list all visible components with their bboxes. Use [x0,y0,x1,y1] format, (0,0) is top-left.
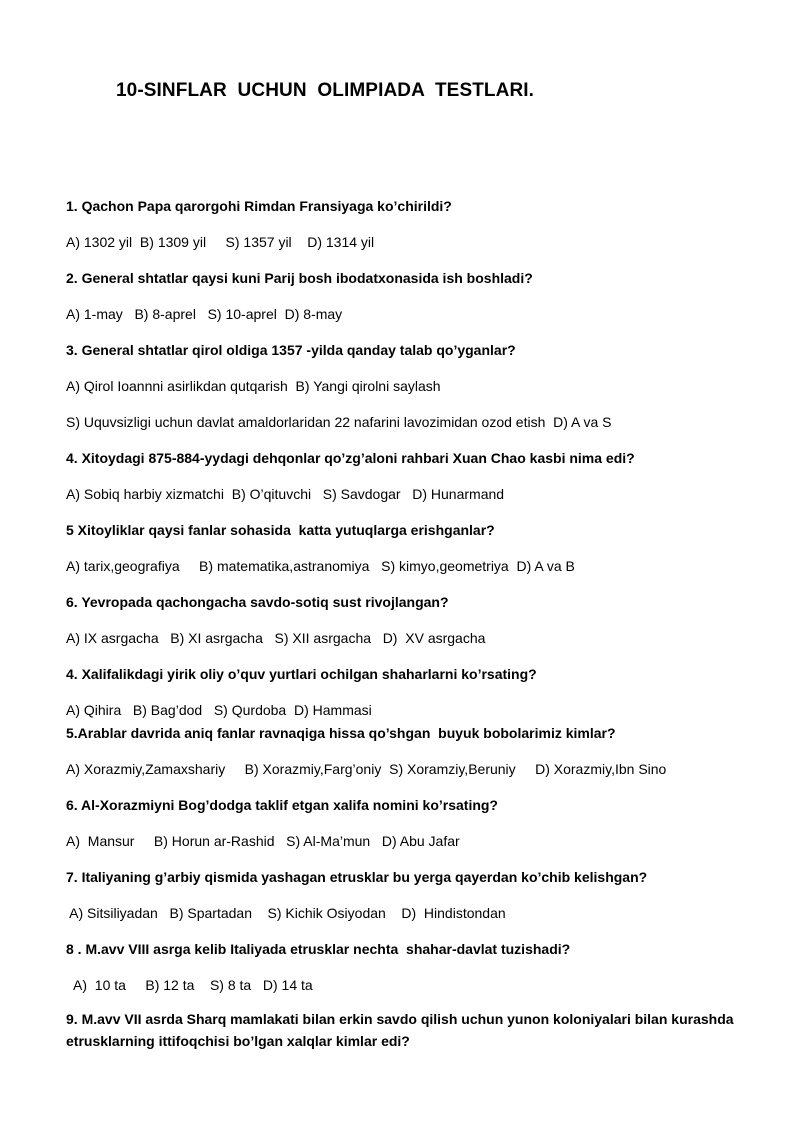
question-5: 5 Xitoyliklar qaysi fanlar sohasida katta yutuqlarga erishganlar? [66,522,495,538]
answer-options-1: A) 1302 yil B) 1309 yil S) 1357 yil D) 1314 yil [66,234,375,250]
answer-options-4: A) Sobiq harbiy xizmatchi B) O’qituvchi S) Savdogar D) Hunarmand [66,486,505,502]
question-2: 2. General shtatlar qaysi kuni Parij bosh ibodatxonasida ish boshladi? [66,270,533,286]
answer-options-8: A) 10 ta B) 12 ta S) 8 ta D) 14 ta [66,977,313,993]
answer-options-7: A) Sitsiliyadan B) Spartadan S) Kichik Osiyodan D) Hindistondan [66,905,506,921]
answer-options-5: A) tarix,geografiya B) matematika,astranomiya S) kimyo,geometriya D) A va B [66,558,575,574]
question-7: 7. Italiyaning g’arbiy qismida yashagan etrusklar bu yerga qayerdan ko’chib kelishgan? [66,869,648,885]
question-4: 4. Xitoydagi 875-884-yydagi dehqonlar qo’zg’aloni rahbari Xuan Chao kasbi nima edi? [66,450,635,466]
question-9: 9. M.avv VII asrda Sharq mamlakati bilan erkin savdo qilish uchun yunon koloniyalari bilan kurashda etrusklarning ittifoqchisi bo’lgan xalqlar kimlar edi? [66,1011,734,1049]
answer-options-5b: A) Xorazmiy,Zamaxshariy B) Xorazmiy,Farg’oniy S) Xoramziy,Beruniy D) Xorazmiy,Ibn Sino [66,761,667,777]
answer-options-4b: A) Qihira B) Bag’dod S) Qurdoba D) Hammasi [66,702,372,718]
page-title: 10-SINFLAR UCHUN OLIMPIADA TESTLARI. [116,80,535,101]
answer-options-3a: A) Qirol Ioannni asirlikdan qutqarish B) Yangi qirolni saylash [66,378,441,394]
answer-options-6: A) IX asrgacha B) XI asrgacha S) XII asrgacha D) XV asrgacha [66,630,486,646]
question-6b: 6. Al-Xorazmiyni Bog’dodga taklif etgan xalifa nomini ko’rsating? [66,797,498,813]
answer-options-3b: S) Uquvsizligi uchun davlat amaldorlaridan 22 nafarini lavozimidan ozod etish D) A va S [66,414,612,430]
question-3: 3. General shtatlar qirol oldiga 1357 -yilda qanday talab qo’yganlar? [66,342,516,358]
answer-options-6b: A) Mansur B) Horun ar-Rashid S) Al-Ma’mun D) Abu Jafar [66,833,460,849]
question-5b: 5.Arablar davrida aniq fanlar ravnaqiga hissa qo’shgan buyuk bobolarimiz kimlar? [66,725,616,741]
question-8: 8 . M.avv VIII asrga kelib Italiyada etrusklar nechta shahar-davlat tuzishadi? [66,941,571,957]
answer-options-2: A) 1-may B) 8-aprel S) 10-aprel D) 8-may [66,306,343,322]
question-1: 1. Qachon Papa qarorgohi Rimdan Fransiyaga ko’chirildi? [66,198,452,214]
question-4b: 4. Xalifalikdagi yirik oliy o’quv yurtlari ochilgan shaharlarni ko’rsating? [66,666,537,682]
question-6: 6. Yevropada qachongacha savdo-sotiq sust rivojlangan? [66,594,449,610]
